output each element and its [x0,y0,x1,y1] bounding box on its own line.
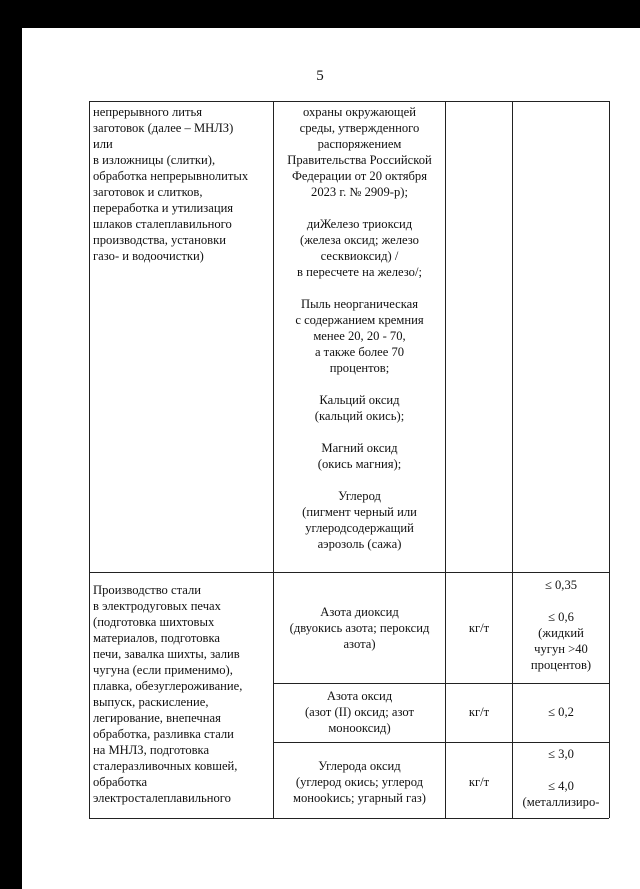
text-line: (окись магния); [317,457,402,471]
text-line: охраны окружающей [303,105,416,119]
text-line: чугуна (если применимо), [93,663,233,677]
text-line: 2023 г. № 2909-р); [311,185,408,199]
text-line: шлаков сталеплавильного [93,217,232,231]
unit-cell: кг/т [468,705,490,719]
row-separator [89,572,609,573]
text-line: распоряжением [317,137,402,151]
text-line: с содержанием кремния [295,313,424,327]
text-line: электросталеплавильного [93,791,231,805]
text-line: аэрозоль (сажа) [317,537,402,551]
text-line: Правительства Российской [287,153,432,167]
text-line: ≤ 3,0 [548,747,574,761]
text-line: менее 20, 20 - 70, [313,329,406,343]
text-line: переработка и утилизация [93,201,234,215]
text-line: на МНЛЗ, подготовка [93,743,210,757]
unit-cell: кг/т [468,621,490,635]
text-line: (кальций окись); [314,409,405,423]
substance-cell-no2 [274,604,445,652]
value-cell-no2 [513,577,609,673]
text-line: азота) [343,637,376,651]
substance-cell-no [274,688,445,736]
row1-process-cell [93,104,269,264]
text-line: среды, утвержденного [299,121,420,135]
table-border-bottom [89,818,609,819]
table-border-right [609,101,610,818]
text-line: обработка, разливка стали [93,727,234,741]
text-line: заготовок и слитков, [93,185,203,199]
text-line: или [93,137,113,151]
text-line: Производство стали [93,583,201,597]
text-line: ≤ 0,2 [548,705,574,719]
text-line: ≤ 0,35 [544,578,578,592]
table-border-top [89,101,609,102]
text-line: диЖелезо триоксид [306,217,413,231]
value-cell-no [513,704,609,720]
text-line: монооксид) [328,721,391,735]
text-line: (пигмент черный или [302,505,417,519]
text-line: в электродуговых печах [93,599,221,613]
unit-cell: кг/т [468,775,490,789]
substance-cell-co [274,758,445,806]
text-line: ≤ 4,0 [548,779,574,793]
text-line: (азот (II) оксид; азот [304,705,414,719]
text-line: обработка [93,775,148,789]
text-line: Углерод [338,489,381,503]
text-line: процентов; [329,361,390,375]
text-line: плавка, обезуглероживание, [93,679,243,693]
text-line: сталеразливочных ковшей, [93,759,238,773]
text-line: (металлизиро- [522,795,600,809]
text-line: (подготовка шихтовых [93,615,215,629]
text-line: в изложницы (слитки), [93,153,216,167]
text-line: чугун >40 [534,642,588,656]
text-line: Азота диоксид [320,605,399,619]
text-line: монookись; угарный газ) [293,791,426,805]
text-line: Пыль неорганическая [300,297,419,311]
text-line: сесквиоксид) / [320,249,399,263]
text-line: Магний оксид [321,441,398,455]
row2-process-cell [93,582,269,806]
text-line: газо- и водоочистки) [93,249,204,263]
text-line: (двуокись азота; пероксид [289,621,430,635]
text-line: материалов, подготовка [93,631,220,645]
text-line: Кальций оксид [319,393,400,407]
text-line: (углерод окись; углерод [295,775,424,789]
text-line: выпуск, раскисление, [93,695,209,709]
text-line: (железа оксид; железо [300,233,419,247]
text-line: в пересчете на железо/; [297,265,422,279]
value-cell-co [513,746,609,810]
text-line: Азота оксид [326,689,393,703]
row1-substances-cell [274,104,445,552]
text-line: процентов) [530,658,592,672]
text-line: заготовок (далее – МНЛЗ) [93,121,234,135]
text-line: углеродсодержащий [305,521,414,535]
text-line: производства, установки [93,233,226,247]
text-line: непрерывного литья [93,105,203,119]
text-line: а также более 70 [314,345,405,359]
table-border-left [89,101,90,818]
text-line: Федерации от 20 октября [291,169,428,183]
page-number: 5 [316,68,324,84]
text-line: Углерода оксид [318,759,401,773]
subrow-separator [273,742,609,743]
text-line: печи, завалка шихты, залив [93,647,240,661]
text-line: легирование, внепечная [93,711,221,725]
subrow-separator [273,683,609,684]
text-line: обработка непрерывнолитых [93,169,249,183]
text-line: ≤ 0,6 [548,610,574,624]
text-line: (жидкий [538,626,584,640]
